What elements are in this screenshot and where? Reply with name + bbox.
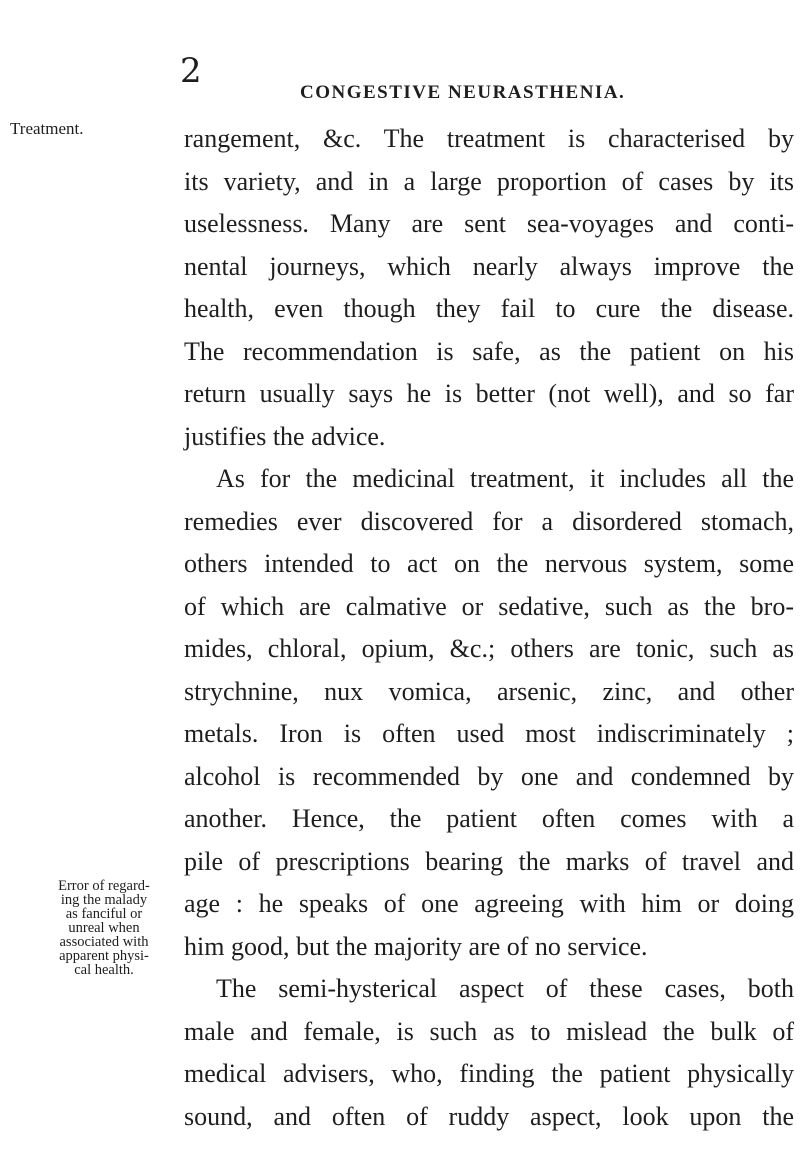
text-line: others intended to act on the nervous system, some — [184, 549, 794, 578]
text-line: its variety, and in a large proportion of cases by its — [184, 166, 794, 196]
body-text — [184, 118, 794, 1138]
text-line: nental journeys, which nearly always improve the — [184, 251, 794, 281]
text-line: remedies ever discovered for a disordered stomach, — [184, 506, 794, 536]
text-line: male and female, is such as to mislead the bulk of — [184, 1016, 794, 1046]
text-line: strychnine, nux vomica, arsenic, zinc, and other — [184, 676, 794, 706]
margin-note-line: apparent physi- — [59, 948, 149, 964]
page-number: 2 — [180, 51, 202, 91]
text-line: mides, chloral, opium, &c.; others are tonic, such as — [184, 634, 794, 663]
margin-note-line: as fanciful or — [65, 906, 143, 922]
text-line: alcohol is recommended by one and condemned by — [184, 761, 794, 791]
text-line: justifies the advice. — [184, 421, 386, 451]
text-line: another. Hence, the patient often comes with a — [184, 804, 794, 833]
margin-note-line: associated with — [59, 934, 149, 950]
text-line: rangement, &c. The treatment is characterised by — [184, 124, 794, 153]
text-line: age : he speaks of one agreeing with him or doing — [184, 889, 794, 918]
text-line: return usually says he is better (not well), and so far — [184, 379, 794, 408]
margin-note-line: ing the malady — [60, 892, 148, 908]
running-head — [180, 51, 740, 114]
margin-note-error-of-regarding — [28, 879, 180, 977]
margin-note-line: unreal when — [68, 920, 140, 936]
text-line: As for the medicinal treatment, it includes all the — [216, 464, 794, 493]
text-line: of which are calmative or sedative, such as the bro- — [184, 591, 794, 621]
text-line: metals. Iron is often used most indiscriminately ; — [184, 719, 794, 748]
text-line: him good, but the majority are of no service. — [184, 931, 648, 961]
text-line: health, even though they fail to cure the disease. — [184, 294, 794, 323]
margin-note-line: cal health. — [74, 962, 134, 978]
text-line: medical advisers, who, finding the patient physically — [184, 1059, 794, 1088]
margin-note-line: Error of regard- — [58, 878, 150, 894]
text-line: sound, and often of ruddy aspect, look upon the — [184, 1101, 794, 1131]
running-title: CONGESTIVE NEURASTHENIA. — [300, 82, 626, 103]
text-line: uselessness. Many are sent sea-voyages and conti- — [184, 209, 794, 238]
text-line: pile of prescriptions bearing the marks of travel and — [184, 846, 794, 876]
text-line: The recommendation is safe, as the patient on his — [184, 336, 794, 366]
text-line: The semi-hysterical aspect of these cases, both — [216, 974, 794, 1003]
margin-note-treatment: Treatment. — [10, 119, 84, 138]
